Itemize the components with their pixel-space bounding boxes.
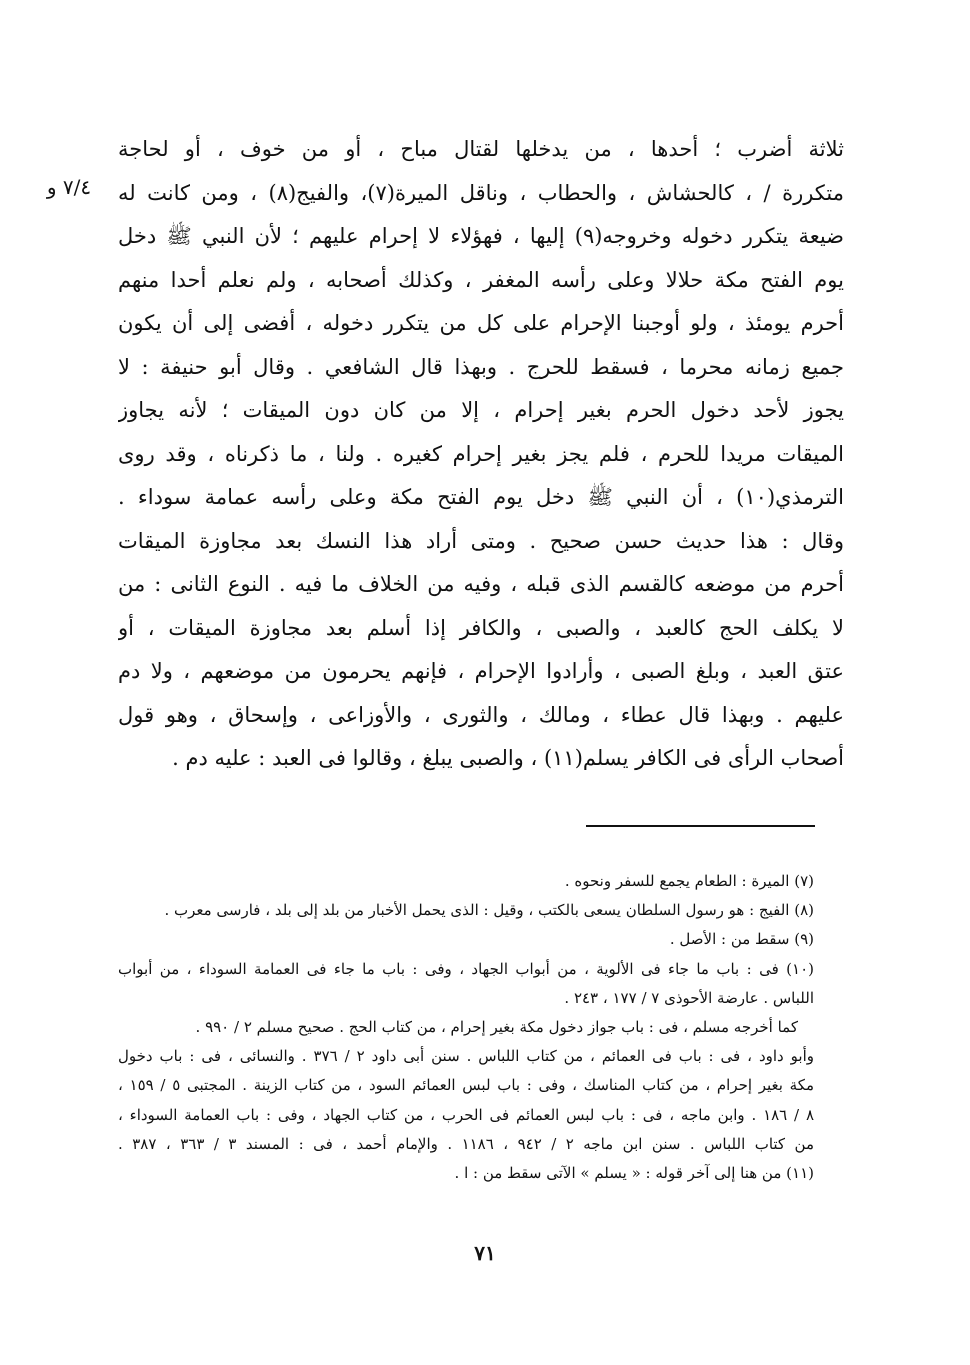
- text-line: الترمذي(١٠) ، أن النبي ﷺ دخل يوم الفتح مكة وعلى رأسه عمامة سوداء .: [118, 485, 844, 509]
- text-line: يوم الفتح مكة حلالا وعلى رأسه المغفر ، وكذلك أصحابه ، ولم نعلم أحدا منهم: [118, 267, 844, 292]
- footnote-line: اللباس . عارضة الأحوذى ٧ / ١٧٧ ، ٢٤٣ .: [564, 988, 814, 1007]
- footnote-line: (١١) من هنا إلى آخر قوله : « يسلم » الآتى سقط من : ا .: [454, 1163, 814, 1182]
- footnotes-block: [118, 867, 814, 1188]
- text-line: يجوز لأحد دخول الحرم بغير إحرام ، إلا من كان دون الميقات ؛ لأنه يجاوز: [118, 398, 844, 422]
- footnote-line: (٧) الميرة : الطعام يجمع للسفر ونحوه .: [564, 872, 814, 890]
- text-line: جميع زمانه محرما ، فسقط للحرج . وبهذا قال الشافعي . وقال أبو حنيفة : لا: [118, 354, 844, 379]
- main-text-block: [118, 128, 844, 781]
- text-line: ثلاثة أضرب ؛ أحدها ، من يدخلها لقتال مباح ، أو من خوف ، أو لحاجة: [118, 137, 844, 161]
- folio-margin-note: ٧/٤ و: [46, 175, 92, 199]
- text-line: لا يكلف الحج كالعبد ، والصبى ، والكافر إذا أسلم بعد مجاوزة الميقات ، أو: [118, 615, 844, 640]
- text-line: عليهم . وبهذا قال عطاء ، ومالك ، والثورى ، والأوزاعى ، وإسحاق ، وهو قول: [118, 702, 844, 727]
- footnote-line: (٨) الفيج : هو رسول السلطان يسعى بالكتب ، وقيل : الذى يحمل الأخبار من بلد إلى بلد ، فارسى معرب .: [164, 901, 814, 920]
- footnote-line: كما أخرجه مسلم ، فى : باب جواز دخول مكة بغير إحرام ، من كتاب الحج . صحيح مسلم ٢ / ٩٩٠ .: [195, 1017, 798, 1036]
- footnote-line: ٨ / ١٨٦ . وابن ماجه ، فى : باب لبس العمائم فى الحرب ، من كتاب الجهاد ، وفى : باب العمامة السوداء ،: [118, 1105, 814, 1124]
- text-line: أحرم يومئذ ، ولو أوجبنا الإحرام على كل من يتكرر دخوله ، أفضى إلى أن يكون: [118, 311, 844, 335]
- text-line: الميقات مريدا للحرم ، فلم يجز بغير إحرام كغيره . ولنا ، ما ذكرناه ، وقد روى: [118, 441, 844, 466]
- footnote-line: وأبو داود ، فى : باب فى العمائم ، من كتاب اللباس . سنن أبى داود ٢ / ٣٧٦ . والنسائى ، فى : باب دخول: [118, 1047, 814, 1066]
- footnote-separator: [586, 825, 815, 827]
- text-line: أصحاب الرأى فى الكافر يسلم(١١) ، والصبى يبلغ ، وقالوا فى العبد : عليه دم .: [172, 746, 844, 770]
- footnote-line: (٩) سقط من : الأصل .: [669, 930, 814, 949]
- text-line: ضيعة يتكرر دخوله وخروجه(٩) إليها ، فهؤلاء لا إحرام عليهم ؛ لأن النبي ﷺ دخل: [118, 224, 844, 248]
- footnote-line: من كتاب اللباس . سنن ابن ماجه ٢ / ٩٤٢ ، ١١٨٦ . والإمام أحمد ، فى : المسند ٣ / ٣٦٣ ، ٣٨٧ .: [118, 1134, 814, 1153]
- page-number: ٧١: [474, 1241, 496, 1265]
- text-line: عتق العبد ، وبلغ الصبى ، وأرادوا الإحرام ، فإنهم يحرمون من موضعهم ، ولا دم: [118, 659, 844, 683]
- footnote-line: (١٠) فى : باب ما جاء فى الألوية ، من أبواب الجهاد ، وفى : باب ما جاء فى العمامة السوداء ، من أبواب: [118, 959, 814, 978]
- text-line: أحرم من موضعه كالقسم الذى قبله ، وفيه من الخلاف ما فيه . النوع الثانى : من: [118, 572, 844, 596]
- text-line: متكررة / ، كالحشاش ، والحطاب ، وناقل الميرة(٧)، والفيج(٨) ، ومن كانت له: [118, 180, 844, 205]
- footnote-line: مكة بغير إحرام ، من كتاب المناسك ، وفى : باب لبس العمائم السود ، من كتاب الزينة . المجتبى ٥ / ١٥٩ ،: [118, 1076, 814, 1095]
- text-line: وقال : هذا حديث حسن صحيح . ومتى أراد هذا النسك بعد مجاوزة الميقات: [118, 528, 844, 553]
